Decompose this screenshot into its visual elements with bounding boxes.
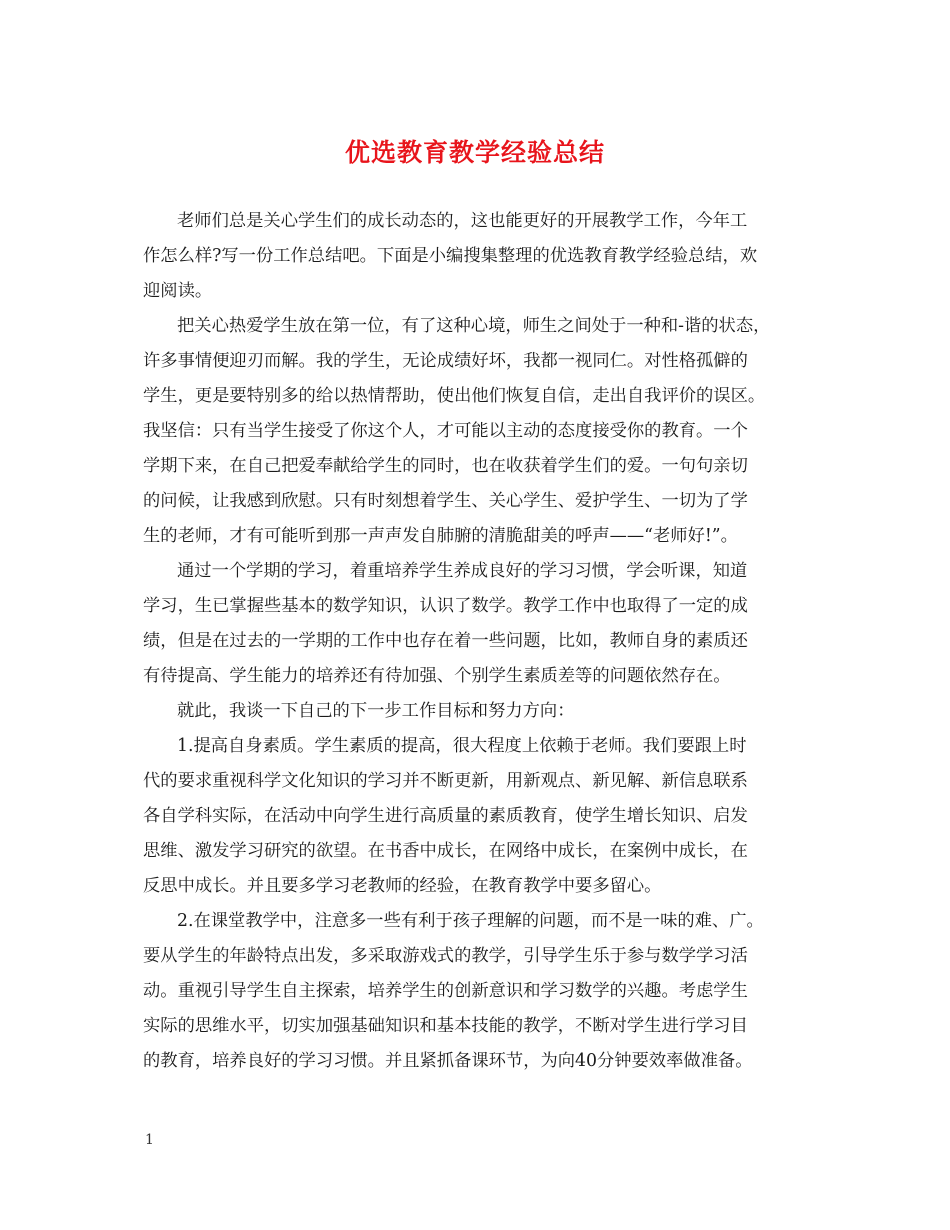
text-line: 2.在课堂教学中，注意多一些有利于孩子理解的问题，而不是一味的难、广。: [177, 911, 764, 931]
text-line: 绩，但是在过去的一学期的工作中也存在着一些问题，比如，教师自身的素质还: [143, 631, 748, 651]
text-line: 各自学科实际，在活动中向学生进行高质量的素质教育，使学生增长知识、启发: [143, 806, 748, 826]
text-line: 就此，我谈一下自己的下一步工作目标和努力方向：: [177, 701, 575, 721]
text-line: 反思中成长。并且要多学习老教师的经验，在教育教学中要多留心。: [143, 876, 662, 896]
text-line: 的问候，让我感到欣慰。只有时刻想着学生、关心学生、爱护学生、一切为了学: [143, 491, 748, 511]
page-number: 1: [145, 1132, 154, 1148]
document-body: [143, 207, 808, 1082]
text-line: 作怎么样?写一份工作总结吧。下面是小编搜集整理的优选教育教学经验总结，欢: [143, 246, 758, 266]
text-line: 通过一个学期的学习，着重培养学生养成良好的学习习惯，学会听课，知道: [177, 561, 748, 581]
text-line: 许多事情便迎刃而解。我的学生，无论成绩好坏，我都一视同仁。对性格孤僻的: [143, 351, 748, 371]
text-line: 有待提高、学生能力的培养还有待加强、个别学生素质差等的问题依然存在。: [143, 666, 731, 686]
text-line: 要从学生的年龄特点出发，多采取游戏式的教学，引导学生乐于参与数学学习活: [143, 946, 748, 966]
text-line: 1.提高自身素质。学生素质的提高，很大程度上依赖于老师。我们要跟上时: [177, 736, 747, 756]
text-line: 实际的思维水平，切实加强基础知识和基本技能的教学，不断对学生进行学习目: [143, 1016, 748, 1036]
text-line: 我坚信：只有当学生接受了你这个人，才可能以主动的态度接受你的教育。一个: [143, 421, 748, 441]
text-line: 学习，生已掌握些基本的数学知识，认识了数学。教学工作中也取得了一定的成: [143, 596, 748, 616]
text-line: 生的老师，才有可能听到那一声声发自肺腑的清脆甜美的呼声——“老师好!”。: [143, 526, 738, 546]
text-line: 学生，更是要特别多的给以热情帮助，使出他们恢复自信，走出自我评价的误区。: [143, 386, 766, 406]
document-title: 优选教育教学经验总结: [344, 138, 605, 167]
text-line: 思维、激发学习研究的欲望。在书香中成长，在网络中成长，在案例中成长，在: [143, 841, 748, 861]
text-line: 把关心热爱学生放在第一位，有了这种心境，师生之间处于一种和-谐的状态，: [177, 316, 771, 336]
text-line: 老师们总是关心学生们的成长动态的，这也能更好的开展教学工作，今年工: [177, 211, 748, 231]
text-line: 学期下来，在自己把爱奉献给学生的同时，也在收获着学生们的爱。一句句亲切: [143, 456, 748, 476]
text-line: 代的要求重视科学文化知识的学习并不断更新，用新观点、新见解、新信息联系: [143, 771, 748, 791]
text-line: 迎阅读。: [143, 281, 213, 301]
text-line: 动。重视引导学生自主探索，培养学生的创新意识和学习数学的兴趣。考虑学生: [143, 981, 748, 1001]
text-line: 的教育，培养良好的学习习惯。并且紧抓备课环节，为向40分钟要效率做准备。: [143, 1051, 753, 1071]
